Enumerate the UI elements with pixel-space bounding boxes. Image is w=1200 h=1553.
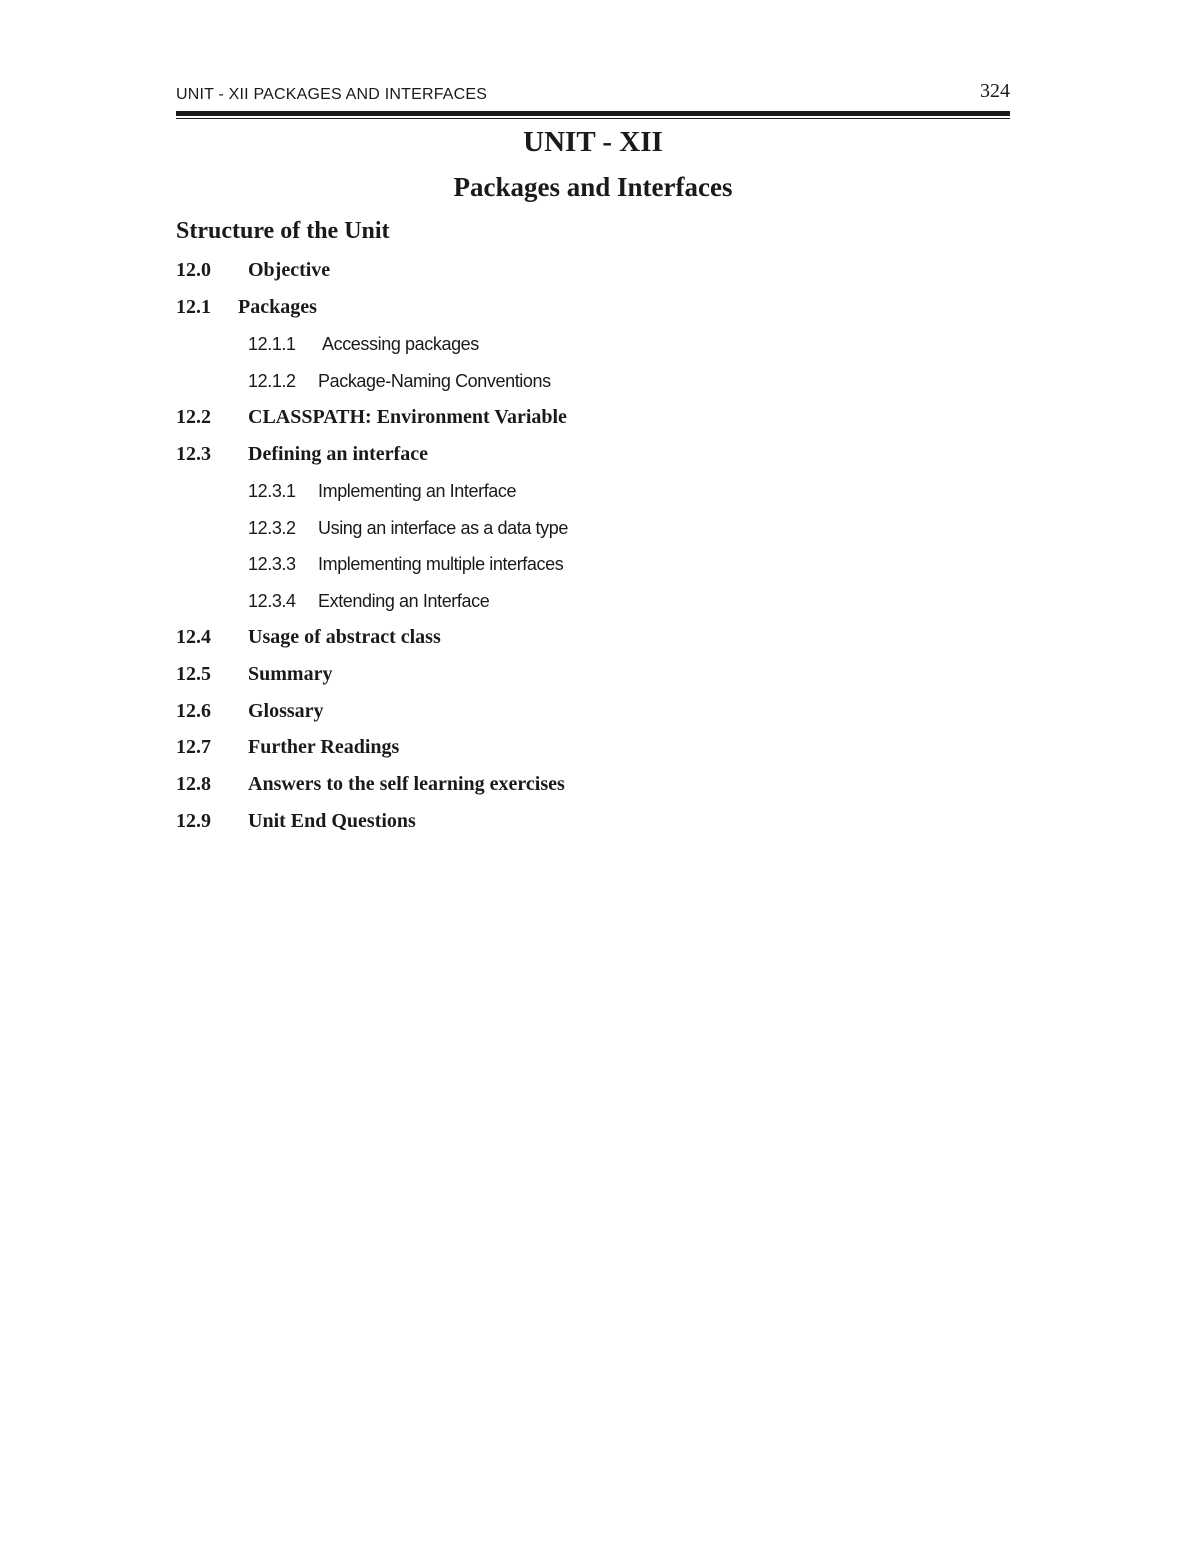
toc-number: 12.1: [176, 296, 211, 318]
toc-number: 12.3.3: [248, 554, 296, 574]
toc-number: 12.3.1: [248, 481, 296, 501]
toc-text: Using an interface as a data type: [318, 518, 568, 538]
unit-title: UNIT - XII: [523, 126, 663, 158]
running-title: UNIT - XII PACKAGES AND INTERFACES: [176, 86, 488, 103]
toc-text: Glossary: [248, 700, 324, 722]
toc-text: Objective: [248, 259, 331, 281]
toc-text: Accessing packages: [322, 334, 479, 354]
unit-subtitle: Packages and Interfaces: [453, 172, 733, 202]
toc-text: Defining an interface: [248, 443, 428, 465]
toc-text: Implementing an Interface: [318, 481, 517, 501]
page-number: 324: [980, 80, 1010, 102]
toc-text: Packages: [238, 296, 317, 318]
toc-number: 12.2: [176, 406, 211, 428]
toc-number: 12.9: [176, 810, 211, 832]
toc-number: 12.6: [176, 700, 211, 722]
toc-number: 12.3.2: [248, 518, 296, 538]
toc-number: 12.8: [176, 773, 211, 795]
toc-number: 12.3: [176, 443, 211, 465]
toc-number: 12.1.1: [248, 334, 296, 354]
toc-text: Summary: [248, 663, 333, 685]
toc-text: Extending an Interface: [318, 591, 490, 611]
structure-heading: Structure of the Unit: [176, 218, 390, 244]
toc-text: Implementing multiple interfaces: [318, 554, 564, 574]
toc-number: 12.5: [176, 663, 211, 685]
header-rule-thick: [176, 111, 1010, 116]
toc-text: Package-Naming Conventions: [318, 371, 551, 391]
toc-number: 12.4: [176, 626, 211, 648]
toc-text: Unit End Questions: [248, 810, 416, 832]
toc-number: 12.1.2: [248, 371, 296, 391]
toc-text: Answers to the self learning exercises: [248, 773, 565, 795]
toc-text: CLASSPATH: Environment Variable: [248, 406, 567, 428]
toc-number: 12.0: [176, 259, 211, 281]
toc-text: Usage of abstract class: [248, 626, 441, 648]
header-rule-thin: [176, 118, 1010, 119]
running-header: [176, 80, 1010, 110]
toc-number: 12.3.4: [248, 591, 296, 611]
toc-number: 12.7: [176, 736, 211, 758]
toc-text: Further Readings: [248, 736, 400, 758]
